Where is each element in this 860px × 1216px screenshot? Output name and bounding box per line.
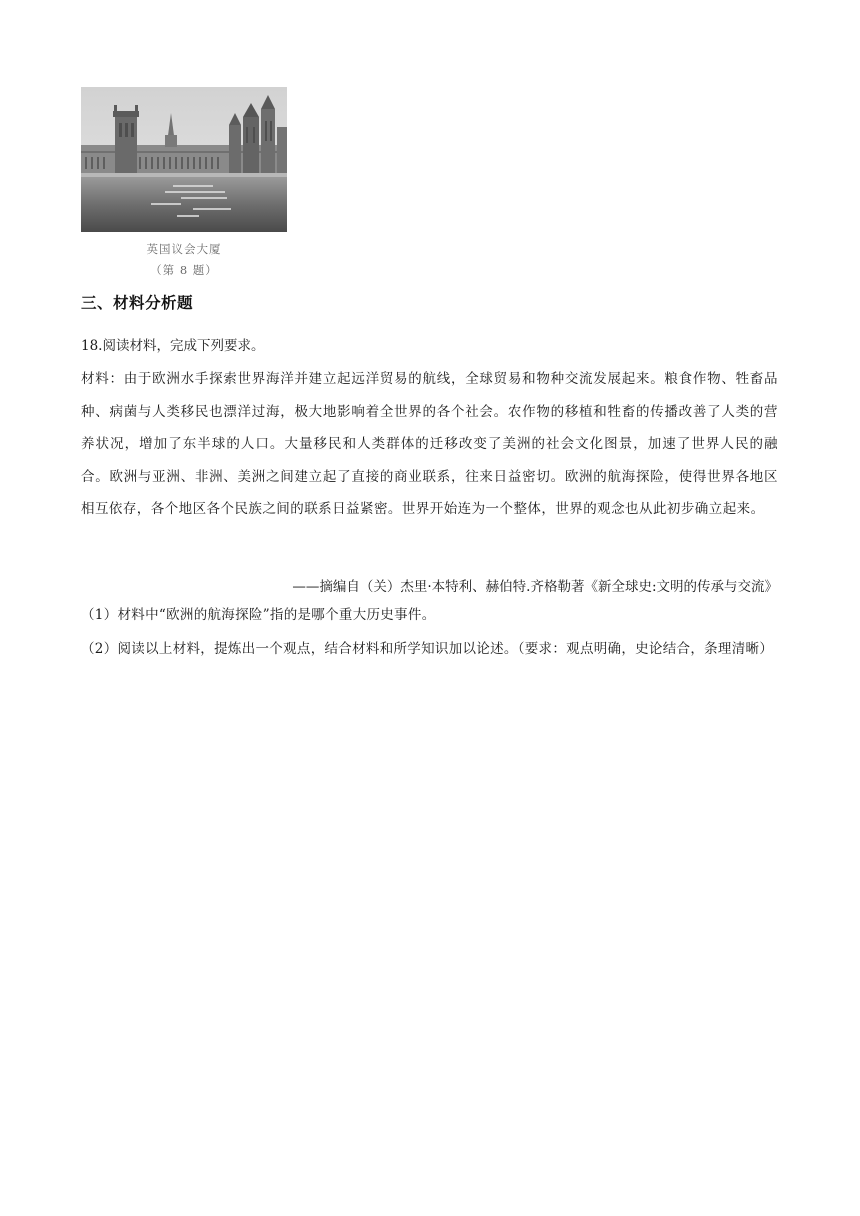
sub-question-2: （2）阅读以上材料，提炼出一个观点，结合材料和所学知识加以论述。（要求：观点明确，史论结合，条理清晰） — [81, 641, 774, 657]
sub-question-1: （1）材料中“欧洲的航海探险”指的是哪个重大历史事件。 — [81, 607, 436, 623]
figure-number: （第 8 题） — [150, 263, 218, 277]
material-text: 材料：由于欧洲水手探索世界海洋并建立起远洋贸易的航线，全球贸易和物种交流发展起来。粮食作物、牲畜品种、病菌与人类移民也漂洋过海，极大地影响着全世界的各个社会。农作物的移植和牲畜的传播改善了人类的营养状况，增加了东半球的人口。大量移民和人类群体的迁移改变了美洲的社会文化图景，加速了世界人民的融合。欧洲与亚洲、非洲、美洲之间建立起了直接的商业联系，往来日益密切。欧洲的航海探险，使得世界各地区相互依存，各个地区各个民族之间的联系日益紧密。世界开始连为一个整体，世界的观念也从此初步确立起来。 — [81, 371, 778, 517]
figure-caption: 英国议会大厦 — [146, 242, 222, 256]
section-heading: 三、材料分析题 — [81, 294, 194, 312]
material-source: ——摘编自（关）杰里·本特利、赫伯特.齐格勒著《新全球史:文明的传承与交流》 — [292, 579, 778, 595]
question-intro: 18.阅读材料，完成下列要求。 — [81, 338, 265, 354]
parliament-photo — [81, 87, 287, 232]
